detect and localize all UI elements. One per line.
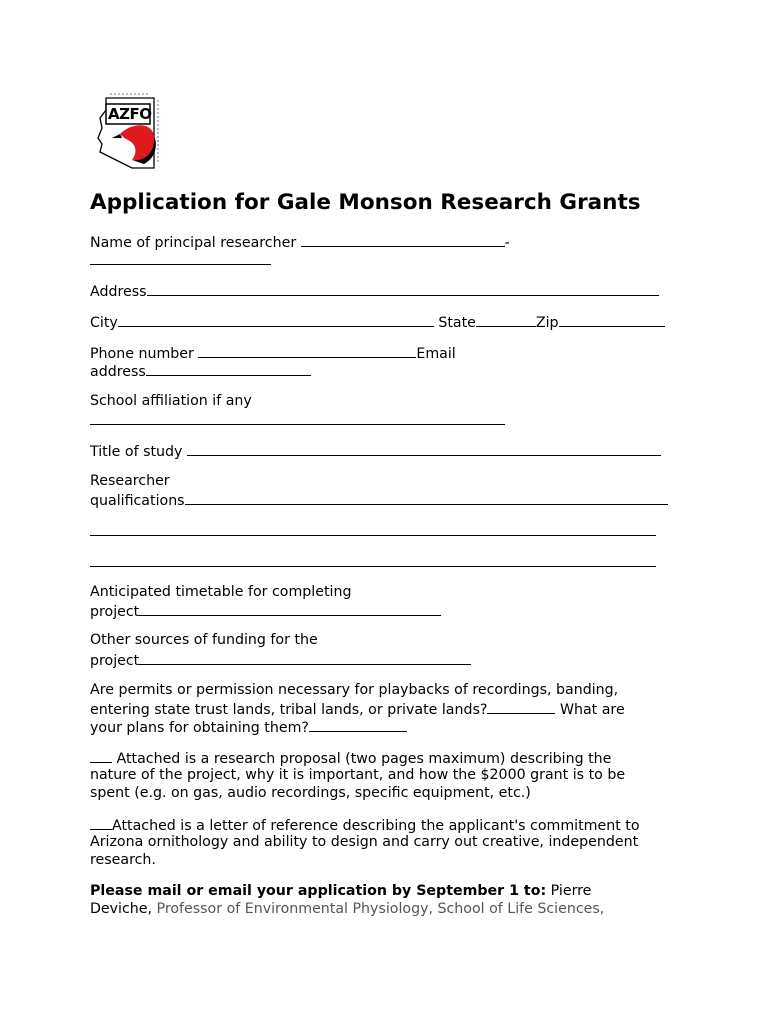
funding-row	[90, 650, 471, 670]
principal-researcher-label: Name of principal researcher	[90, 235, 297, 251]
reference-line-2: Arizona ornithology and ability to design and carry out creative, independent	[90, 834, 639, 850]
reference-line-3: research.	[90, 852, 156, 868]
state-label: State	[438, 315, 476, 331]
permits-question: entering state trust lands, tribal lands, or private lands?	[90, 702, 488, 718]
permits-blank[interactable]	[487, 699, 555, 714]
zip-label: Zip	[535, 315, 559, 331]
phone-label: Phone number	[90, 346, 194, 362]
qualifications-row	[90, 490, 668, 510]
timetable-label-1: Anticipated timetable for completing	[90, 584, 352, 600]
school-row	[90, 410, 505, 430]
proposal-line-1	[90, 748, 611, 768]
mail-line-2	[90, 900, 604, 918]
proposal-line-2: nature of the project, why it is important, and how the $2000 grant is to be	[90, 767, 626, 783]
principal-researcher-row2	[90, 250, 271, 270]
principal-researcher-dash: -	[504, 235, 510, 251]
qualifications-row-2	[90, 521, 656, 541]
mail-line-1	[90, 882, 591, 900]
timetable-label-2: project	[90, 604, 140, 620]
mail-instruction: Please mail or email your application by September 1 to:	[90, 883, 547, 899]
permits-line-3	[90, 717, 407, 737]
funding-blank[interactable]	[139, 650, 471, 665]
principal-researcher-blank[interactable]	[301, 232, 505, 247]
qualifications-blank-3[interactable]	[90, 552, 656, 567]
mail-name-2: Deviche,	[90, 901, 157, 917]
city-blank[interactable]	[118, 312, 434, 327]
permits-line-2	[90, 699, 625, 719]
proposal-line-3: spent (e.g. on gas, audio recordings, specific equipment, etc.)	[90, 785, 531, 801]
reference-text-1: Attached is a letter of reference describing the applicant's commitment to	[112, 818, 640, 834]
email-row	[90, 361, 311, 381]
permits-line-1: Are permits or permission necessary for playbacks of recordings, banding,	[90, 682, 619, 698]
timetable-blank[interactable]	[139, 601, 441, 616]
study-title-blank[interactable]	[187, 441, 661, 456]
qualifications-label-1: Researcher	[90, 473, 170, 489]
logo-graphic	[92, 88, 168, 178]
permits-plans-label: your plans for obtaining them?	[90, 720, 309, 736]
state-blank[interactable]	[476, 312, 536, 327]
proposal-text-1: Attached is a research proposal (two pages maximum) describing the	[112, 751, 612, 767]
proposal-checkbox[interactable]	[90, 748, 112, 763]
qualifications-row-3	[90, 552, 656, 572]
study-title-row	[90, 441, 661, 461]
qualifications-label-2: qualifications	[90, 493, 185, 509]
timetable-row	[90, 601, 441, 621]
address-label: Address	[90, 284, 147, 300]
school-blank[interactable]	[90, 410, 505, 425]
azfo-logo	[92, 88, 168, 178]
email-blank[interactable]	[146, 361, 311, 376]
address-row	[90, 281, 659, 301]
mail-affiliation: Professor of Environmental Physiology, School of Life Sciences,	[156, 901, 605, 917]
qualifications-blank[interactable]	[185, 490, 668, 505]
city-state-zip-row	[90, 312, 665, 332]
phone-blank[interactable]	[198, 343, 416, 358]
reference-checkbox[interactable]	[90, 815, 112, 830]
funding-label-1: Other sources of funding for the	[90, 632, 318, 648]
permits-plans-lead: What are	[555, 702, 625, 718]
funding-label-2: project	[90, 653, 140, 669]
mail-name-1: Pierre	[546, 883, 592, 899]
city-label: City	[90, 315, 118, 331]
qualifications-blank-2[interactable]	[90, 521, 656, 536]
permits-plans-blank[interactable]	[309, 717, 407, 732]
page-title: Application for Gale Monson Research Grants	[90, 190, 641, 215]
email-label: Email	[416, 346, 456, 362]
zip-blank[interactable]	[559, 312, 665, 327]
principal-researcher-row	[90, 232, 510, 252]
phone-row	[90, 343, 456, 363]
address-blank[interactable]	[147, 281, 659, 296]
principal-researcher-blank2[interactable]	[90, 250, 271, 265]
email-label-2: address	[90, 364, 146, 380]
study-title-label: Title of study	[90, 444, 183, 460]
school-label: School affiliation if any	[90, 393, 252, 409]
logo-text: AZFO	[108, 105, 152, 123]
reference-line-1	[90, 815, 640, 835]
